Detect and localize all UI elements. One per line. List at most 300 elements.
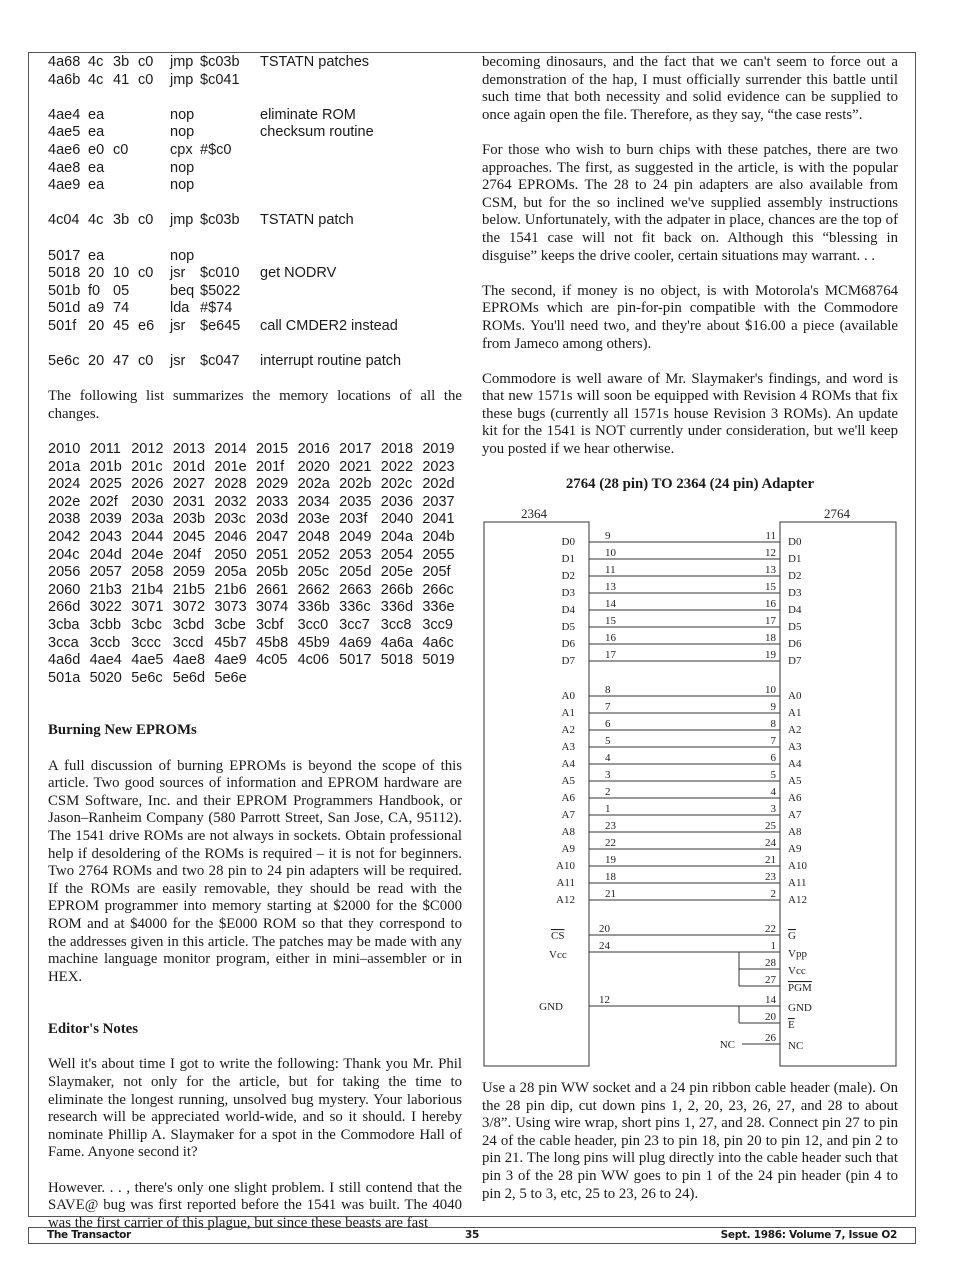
memory-location: 2024 — [48, 476, 81, 493]
memory-location: 204f — [172, 546, 202, 563]
signal-label: D6 — [788, 638, 802, 650]
memory-location: 4ae9 — [214, 652, 247, 669]
signal-label: A5 — [561, 775, 575, 787]
code-arg: #$74 — [200, 300, 233, 317]
memory-location: 2014 — [214, 441, 247, 458]
code-b1: e0 — [88, 141, 105, 158]
memory-location: 5019 — [422, 652, 455, 669]
memory-location: 336b — [297, 599, 330, 616]
code-b1: 4c — [88, 54, 104, 70]
memory-location: 2013 — [172, 441, 206, 458]
signal-label: D6 — [561, 638, 575, 650]
memory-location: 2056 — [48, 564, 81, 581]
memory-location: 205d — [339, 564, 372, 581]
pin-number: 24 — [765, 837, 776, 849]
chip-name-2764: 2764 — [824, 506, 850, 521]
signal-label: D1 — [788, 553, 802, 565]
code-line — [48, 54, 462, 72]
code-b2: 41 — [113, 71, 130, 88]
memory-location: 336d — [380, 599, 414, 616]
memory-location: 2042 — [48, 529, 81, 546]
memory-location: 2059 — [172, 564, 206, 581]
memory-location: 2026 — [131, 476, 164, 493]
memory-location: 2011 — [89, 441, 121, 458]
signal-label: A12 — [788, 894, 807, 906]
memory-location: 2050 — [214, 546, 247, 563]
code-op: cpx — [170, 141, 193, 158]
code-b1: 4c — [88, 212, 104, 229]
memory-location: 4a6d — [48, 652, 81, 669]
memory-location: 202d — [422, 476, 455, 493]
memory-location: 203c — [214, 511, 246, 528]
code-arg: $c03b — [200, 212, 240, 229]
memory-location: 45b7 — [214, 634, 247, 651]
code-b2 — [113, 160, 138, 178]
memory-location: 4ae4 — [89, 652, 122, 669]
right-paragraph-3: The second, if money is no object, is with Motorola's MCM68764 EPROMs which are pin-for-pin compatible with the Commodore ROMs. You'll need two, and they're about $16.00 a piece (available from Jameco among others). — [482, 282, 898, 352]
signal-label: NC — [788, 1040, 804, 1052]
memory-location: 203f — [339, 511, 368, 528]
signal-label: A12 — [556, 894, 575, 906]
code-comment: checksum routine — [260, 124, 374, 141]
pin-number: 6 — [605, 718, 611, 730]
memory-location: 3cbe — [214, 617, 246, 633]
code-b2: 47 — [113, 353, 130, 370]
signal-label: D0 — [788, 536, 802, 548]
code-b3 — [138, 142, 170, 160]
code-op: jmp — [170, 54, 194, 70]
memory-location: 3cbc — [131, 617, 162, 633]
code-comment: TSTATN patch — [260, 212, 354, 229]
diagram-title: 2764 (28 pin) TO 2364 (24 pin) Adapter — [565, 476, 815, 493]
signal-label: D2 — [561, 570, 575, 582]
memory-location: 2016 — [297, 441, 330, 458]
memory-location: 21b5 — [172, 581, 206, 598]
memory-location: 45b9 — [297, 634, 330, 651]
code-comment: get NODRV — [260, 265, 337, 282]
code-op: jmp — [170, 212, 194, 229]
code-b3 — [138, 177, 170, 195]
signal-label: A6 — [788, 792, 802, 804]
code-b1: ea — [88, 124, 105, 141]
memory-location: 21b6 — [214, 581, 247, 598]
code-arg: $e645 — [200, 317, 241, 334]
signal-label: D3 — [788, 587, 802, 599]
signal-label: E — [788, 1019, 795, 1031]
code-addr: 5018 — [48, 265, 81, 282]
code-b2 — [113, 107, 138, 125]
signal-label: A10 — [556, 860, 575, 872]
pin-number: 2 — [770, 888, 776, 900]
code-addr: 501f — [48, 317, 77, 334]
memory-location: 204c — [48, 546, 80, 563]
pin-number: 19 — [605, 854, 616, 866]
memory-location: 3ccc — [131, 634, 162, 651]
memory-location: 205f — [422, 564, 451, 581]
memory-location: 202e — [48, 493, 81, 510]
code-b1: 20 — [88, 317, 105, 334]
signal-label: Vcc — [788, 965, 806, 977]
memory-location: 3cbb — [89, 617, 122, 633]
signal-label: D7 — [788, 655, 802, 667]
page-footer — [28, 1227, 916, 1244]
memory-location: 2033 — [255, 493, 289, 510]
memory-location: 2662 — [297, 581, 330, 598]
section-heading-burning: Burning New EPROMs — [48, 722, 197, 739]
code-op: lda — [170, 300, 190, 317]
pin-number: 9 — [605, 530, 611, 542]
pin-number: 8 — [770, 718, 776, 730]
memory-location: 3072 — [172, 599, 206, 616]
memory-location: 3cc8 — [380, 617, 412, 633]
code-b1: ea — [88, 159, 105, 176]
signal-label: CS — [551, 930, 565, 942]
pin-number: 18 — [605, 871, 616, 883]
code-line — [48, 107, 462, 125]
pin-number: 12 — [765, 547, 776, 559]
code-op: nop — [170, 177, 195, 194]
code-arg — [200, 248, 260, 266]
signal-label: A8 — [788, 826, 802, 838]
code-b3: c0 — [138, 71, 154, 88]
pin-number: 25 — [765, 820, 776, 832]
code-b3: e6 — [138, 317, 155, 334]
signal-label: A0 — [561, 690, 575, 702]
memory-location: 266d — [48, 599, 81, 616]
code-b2: 05 — [113, 282, 130, 299]
memory-location: 204a — [380, 529, 414, 546]
pin-number: 7 — [770, 735, 776, 747]
pin-number: 12 — [599, 994, 610, 1006]
memory-location: 4a6a — [380, 634, 414, 651]
pin-number: 18 — [765, 632, 776, 644]
memory-location: 2030 — [131, 493, 164, 510]
memory-location: 3cc0 — [297, 617, 329, 633]
code-op: nop — [170, 159, 195, 176]
memory-location: 204d — [89, 546, 122, 563]
memory-location: 205c — [297, 564, 330, 581]
memory-location: 266b — [380, 581, 414, 598]
signal-label: D4 — [788, 604, 802, 616]
signal-label: GND — [539, 1001, 563, 1013]
pin-number: 13 — [605, 581, 616, 593]
memory-location: 203b — [172, 511, 206, 528]
code-arg: $c041 — [200, 71, 240, 88]
right-paragraph-1: becoming dinosaurs, and the fact that we can't seem to force out a demonstration of the hap, I must officially surrender this battle until such time that both necessity and solid evidence can be supplied to once again open the file. Therefore, as they say, “the case rests”. — [482, 54, 898, 123]
signal-label: A8 — [561, 826, 575, 838]
code-line — [48, 177, 462, 195]
memory-location: 2037 — [422, 493, 455, 510]
code-arg — [200, 107, 260, 125]
pin-number: 1 — [770, 940, 776, 952]
memory-location: 3cba — [48, 617, 80, 633]
signal-label: A1 — [561, 707, 575, 719]
code-addr: 4ae8 — [48, 159, 81, 176]
pin-number: 22 — [605, 837, 616, 849]
memory-location: 2051 — [255, 546, 289, 563]
signal-label: D4 — [561, 604, 575, 616]
memory-location: 2055 — [422, 546, 455, 563]
memory-location: 2041 — [422, 511, 455, 528]
memory-location: 2012 — [131, 441, 164, 458]
memory-location: 2663 — [339, 581, 372, 598]
burning-body: A full discussion of burning EPROMs is beyond the scope of this article. Two good sources of information and EPROM hardware are CSM Software, Inc. and their EPROM Programmers Handbook, or Jason–Ranheim Company (580 Parrott Street, San Jose, CA, 95112). The 1541 drive ROMs are not always in sockets. Obtain professional help if desoldering of the ROMs is required – it is not for beginners. Two 2764 ROMs and two 28 pin to 24 pin adapters will be required. If the ROMs are easily removable, they should be read with the EPROM programmer into memory starting at $2000 for the $C000 ROM and at $4000 for the $E000 ROM so that they correspond to the addresses given in this article. The patches may be made with any machine language monitor program, either in mini–assembler or in HEX. — [48, 757, 462, 985]
code-b1: f0 — [88, 282, 101, 299]
code-comment: eliminate ROM — [260, 106, 356, 123]
memory-location: 2020 — [297, 458, 330, 475]
pin-number: 20 — [599, 923, 610, 935]
memory-location: 4ae8 — [172, 652, 206, 669]
pin-number: 4 — [770, 786, 776, 798]
code-b3: c0 — [138, 265, 154, 282]
memory-location: 201e — [214, 458, 247, 475]
editors-notes-p1: Well it's about time I got to write the following: Thank you Mr. Phil Slaymaker, not only for the article, but for taking the time to eliminate the longest running, unsolved bug mystery. Your laborious research will be appreciated world-wide, and so it should. I hereby nominate Phillip A. Slaymaker for a spot in the Commodore Hall of Fame. Anyone second it? — [48, 1056, 462, 1161]
memory-location: 203e — [297, 511, 330, 528]
memory-location: 3cbd — [172, 617, 205, 633]
right-paragraph-4: Commodore is well aware of Mr. Slaymaker's findings, and word is that new 1571s will soon be equipped with Revision 4 ROMs that fix these bugs (currently all 1571s house Revision 3 ROMs). An update kit for the 1541 is NOT currently under consideration, but we'll keep you posted if we hear otherwise. — [482, 370, 898, 458]
code-addr: 4ae6 — [48, 141, 81, 158]
signal-label: Vpp — [788, 948, 807, 960]
signal-label: A7 — [561, 809, 575, 821]
code-b2 — [113, 177, 138, 195]
code-b3 — [138, 160, 170, 178]
signal-label: D0 — [561, 536, 575, 548]
memory-location: 2039 — [89, 511, 122, 528]
code-b2: 45 — [113, 317, 130, 334]
memory-location: 202f — [89, 493, 118, 510]
code-op: jsr — [170, 317, 186, 334]
memory-location: 2060 — [48, 581, 81, 598]
memory-location: 2052 — [297, 546, 330, 563]
signal-label: A2 — [788, 724, 802, 736]
chip-name-2364: 2364 — [521, 506, 547, 521]
right-column — [482, 54, 898, 494]
memory-location: 4a6c — [422, 634, 454, 651]
memory-location: 203a — [131, 511, 164, 528]
pin-number: 9 — [770, 701, 776, 713]
pin-number: 10 — [605, 547, 616, 559]
memory-location: 3022 — [89, 599, 122, 616]
memory-location: 201d — [172, 458, 206, 475]
pin-number: 26 — [765, 1032, 776, 1044]
memory-location: 2019 — [422, 441, 455, 458]
memory-location: 3cc7 — [339, 617, 370, 633]
code-line — [48, 142, 462, 160]
code-b2: 3b — [113, 54, 130, 70]
code-b3 — [138, 124, 170, 142]
pin-number: 15 — [605, 615, 616, 627]
signal-label: D5 — [561, 621, 575, 633]
signal-label: A10 — [788, 860, 807, 872]
signal-label: D3 — [561, 587, 575, 599]
signal-label: D2 — [788, 570, 802, 582]
pin-number: 19 — [765, 649, 776, 661]
memory-location: 2047 — [255, 529, 289, 546]
magazine-name: The Transactor — [47, 1229, 131, 1241]
pin-number: 21 — [765, 854, 776, 866]
pin-number: 2 — [605, 786, 611, 798]
memory-location: 4c06 — [297, 652, 330, 669]
memory-location: 3071 — [131, 599, 164, 616]
pin-number: 3 — [770, 803, 776, 815]
memory-location: 2027 — [172, 476, 206, 493]
pin-number: 14 — [765, 994, 776, 1006]
code-listing — [48, 54, 462, 371]
pin-number: 11 — [765, 530, 776, 542]
code-b1: a9 — [88, 300, 105, 317]
code-line — [48, 160, 462, 178]
code-b3 — [138, 283, 170, 301]
memory-location: 5018 — [380, 652, 414, 669]
memory-location: 3cbf — [255, 617, 284, 633]
memory-location: 2023 — [422, 458, 455, 475]
memory-location: 2032 — [214, 493, 247, 510]
code-b3 — [138, 300, 170, 318]
code-addr: 4ae9 — [48, 177, 81, 194]
issue-info: Sept. 1986: Volume 7, Issue O2 — [720, 1229, 897, 1241]
wiring-svg — [482, 504, 902, 1070]
memory-location: 2058 — [131, 564, 164, 581]
memory-locations-grid — [48, 441, 462, 687]
signal-label: A9 — [561, 843, 575, 855]
code-addr: 4ae4 — [48, 106, 81, 123]
code-arg: $c010 — [200, 265, 240, 282]
memory-location: 21b4 — [131, 581, 164, 598]
memory-location: 202a — [297, 476, 330, 493]
signal-label: GND — [788, 1002, 812, 1014]
code-b3: c0 — [138, 54, 154, 70]
memory-location: 21b3 — [89, 581, 122, 598]
pin-number: 13 — [765, 564, 776, 576]
instructions-block — [482, 1080, 898, 1203]
memory-location: 2661 — [255, 581, 289, 598]
editors-notes-p2: However. . . , there's only one slight problem. I still contend that the SAVE@ bug was first reported before the 1541 was built. The 4040 was the first carrier of this plague, but since these beasts are fast — [48, 1179, 462, 1231]
code-addr: 4ae5 — [48, 124, 81, 141]
signal-label: D1 — [561, 553, 575, 565]
memory-location: 2031 — [172, 493, 206, 510]
code-line — [48, 72, 462, 90]
memory-location: 2035 — [339, 493, 372, 510]
memory-location: 2034 — [297, 493, 330, 510]
code-addr: 5e6c — [48, 353, 80, 370]
code-b1: ea — [88, 177, 105, 194]
code-b1: ea — [88, 247, 105, 264]
memory-location: 201c — [131, 458, 163, 475]
signal-label: A2 — [561, 724, 575, 736]
signal-label: Vcc — [549, 949, 567, 961]
nc-label: NC — [719, 1039, 735, 1051]
memory-location: 2046 — [214, 529, 247, 546]
memory-location: 2054 — [380, 546, 414, 563]
code-b3 — [138, 248, 170, 266]
code-comment: call CMDER2 instead — [260, 317, 398, 334]
memory-location: 501a — [48, 669, 81, 686]
signal-label: A1 — [788, 707, 802, 719]
memory-location: 205b — [255, 564, 289, 581]
memory-location: 336e — [422, 599, 455, 616]
signal-label: PGM — [788, 982, 812, 994]
code-addr: 501d — [48, 300, 81, 317]
code-b1: 20 — [88, 265, 105, 282]
code-line — [48, 212, 462, 230]
code-arg: #$c0 — [200, 141, 232, 158]
memory-location: 2053 — [339, 546, 372, 563]
memory-location: 2025 — [89, 476, 122, 493]
code-addr: 4a6b — [48, 71, 81, 88]
code-b2: c0 — [113, 141, 129, 158]
signal-label: A0 — [788, 690, 802, 702]
pin-number: 1 — [605, 803, 611, 815]
code-addr: 5017 — [48, 247, 81, 264]
code-line — [48, 283, 462, 301]
memory-location: 5020 — [89, 669, 122, 686]
code-op: jmp — [170, 71, 194, 88]
memory-location: 336c — [339, 599, 371, 616]
memory-location: 201b — [89, 458, 122, 475]
memory-location: 2049 — [339, 529, 372, 546]
right-paragraph-2: For those who wish to burn chips with these patches, there are two approaches. The first, as suggested in the article, is with the popular 2764 EPROMs. The 28 to 24 pin adapters are also available from CSM, but for the so inclined we've supplied assembly instructions below. Unfortunately, with the adpater in place, chances are the top of the 1541 case will not fit back on. Although this “blessing in disguise” keeps the drive cooler, certain situations may warrant. . . — [482, 141, 898, 264]
signal-label: G — [788, 930, 796, 942]
memory-location: 4c05 — [255, 652, 288, 669]
code-arg: $5022 — [200, 282, 241, 299]
pin-number: 4 — [605, 752, 611, 764]
memory-location: 2029 — [255, 476, 289, 493]
signal-label: A5 — [788, 775, 802, 787]
memory-location: 3ccb — [89, 634, 121, 651]
pin-number: 15 — [765, 581, 776, 593]
memory-location: 3ccd — [172, 634, 204, 651]
memory-location: 205a — [214, 564, 247, 581]
signal-label: A11 — [788, 877, 807, 889]
memory-location: 2021 — [339, 458, 372, 475]
memory-location: 2028 — [214, 476, 247, 493]
code-b2 — [113, 248, 138, 266]
code-b2: 74 — [113, 300, 130, 317]
memory-location: 2036 — [380, 493, 414, 510]
signal-label: D5 — [788, 621, 802, 633]
code-arg: $c047 — [200, 353, 240, 370]
pin-number: 11 — [605, 564, 616, 576]
code-arg — [200, 177, 260, 195]
memory-location: 4a69 — [339, 634, 372, 651]
code-b1: ea — [88, 106, 105, 123]
memory-location: 4ae5 — [131, 652, 164, 669]
signal-label: A4 — [788, 758, 802, 770]
signal-label: A7 — [788, 809, 802, 821]
code-b1: 20 — [88, 353, 105, 370]
pin-number: 10 — [765, 684, 776, 696]
pin-number: 22 — [765, 923, 776, 935]
code-line — [48, 248, 462, 266]
signal-label: A11 — [556, 877, 575, 889]
pin-number: 23 — [605, 820, 616, 832]
memory-location: 204e — [131, 546, 164, 563]
memory-location: 3cca — [48, 634, 79, 651]
section-heading-editors-notes: Editor's Notes — [48, 1021, 139, 1038]
code-line — [48, 318, 462, 336]
memory-location: 202b — [339, 476, 372, 493]
memory-location: 5017 — [339, 652, 372, 669]
memory-location: 2045 — [172, 529, 206, 546]
code-arg — [200, 124, 260, 142]
code-addr: 4a68 — [48, 54, 81, 70]
code-comment: interrupt routine patch — [260, 353, 402, 370]
code-line — [48, 124, 462, 142]
code-op: nop — [170, 106, 195, 123]
assembly-instructions: Use a 28 pin WW socket and a 24 pin ribbon cable header (male). On the 28 pin dip, cut down pins 1, 2, 20, 23, 26, 27, and 28 to about 3/8”. Using wire wrap, short pins 1, 27, and 28. Connect pin 27 to pin 24 of the cable header, pin 23 to pin 18, pin 20 to pin 12, and pin 2 to pin 21. The long pins will plug directly into the cable header such that pin 3 of the 28 pin WW goes to pin 1 of the 24 pin header (pin 4 to pin 2, 5 to 3, etc, 25 to 23, 26 to 24). — [482, 1080, 898, 1202]
signal-label: A3 — [561, 741, 575, 753]
pin-number: 14 — [605, 598, 616, 610]
